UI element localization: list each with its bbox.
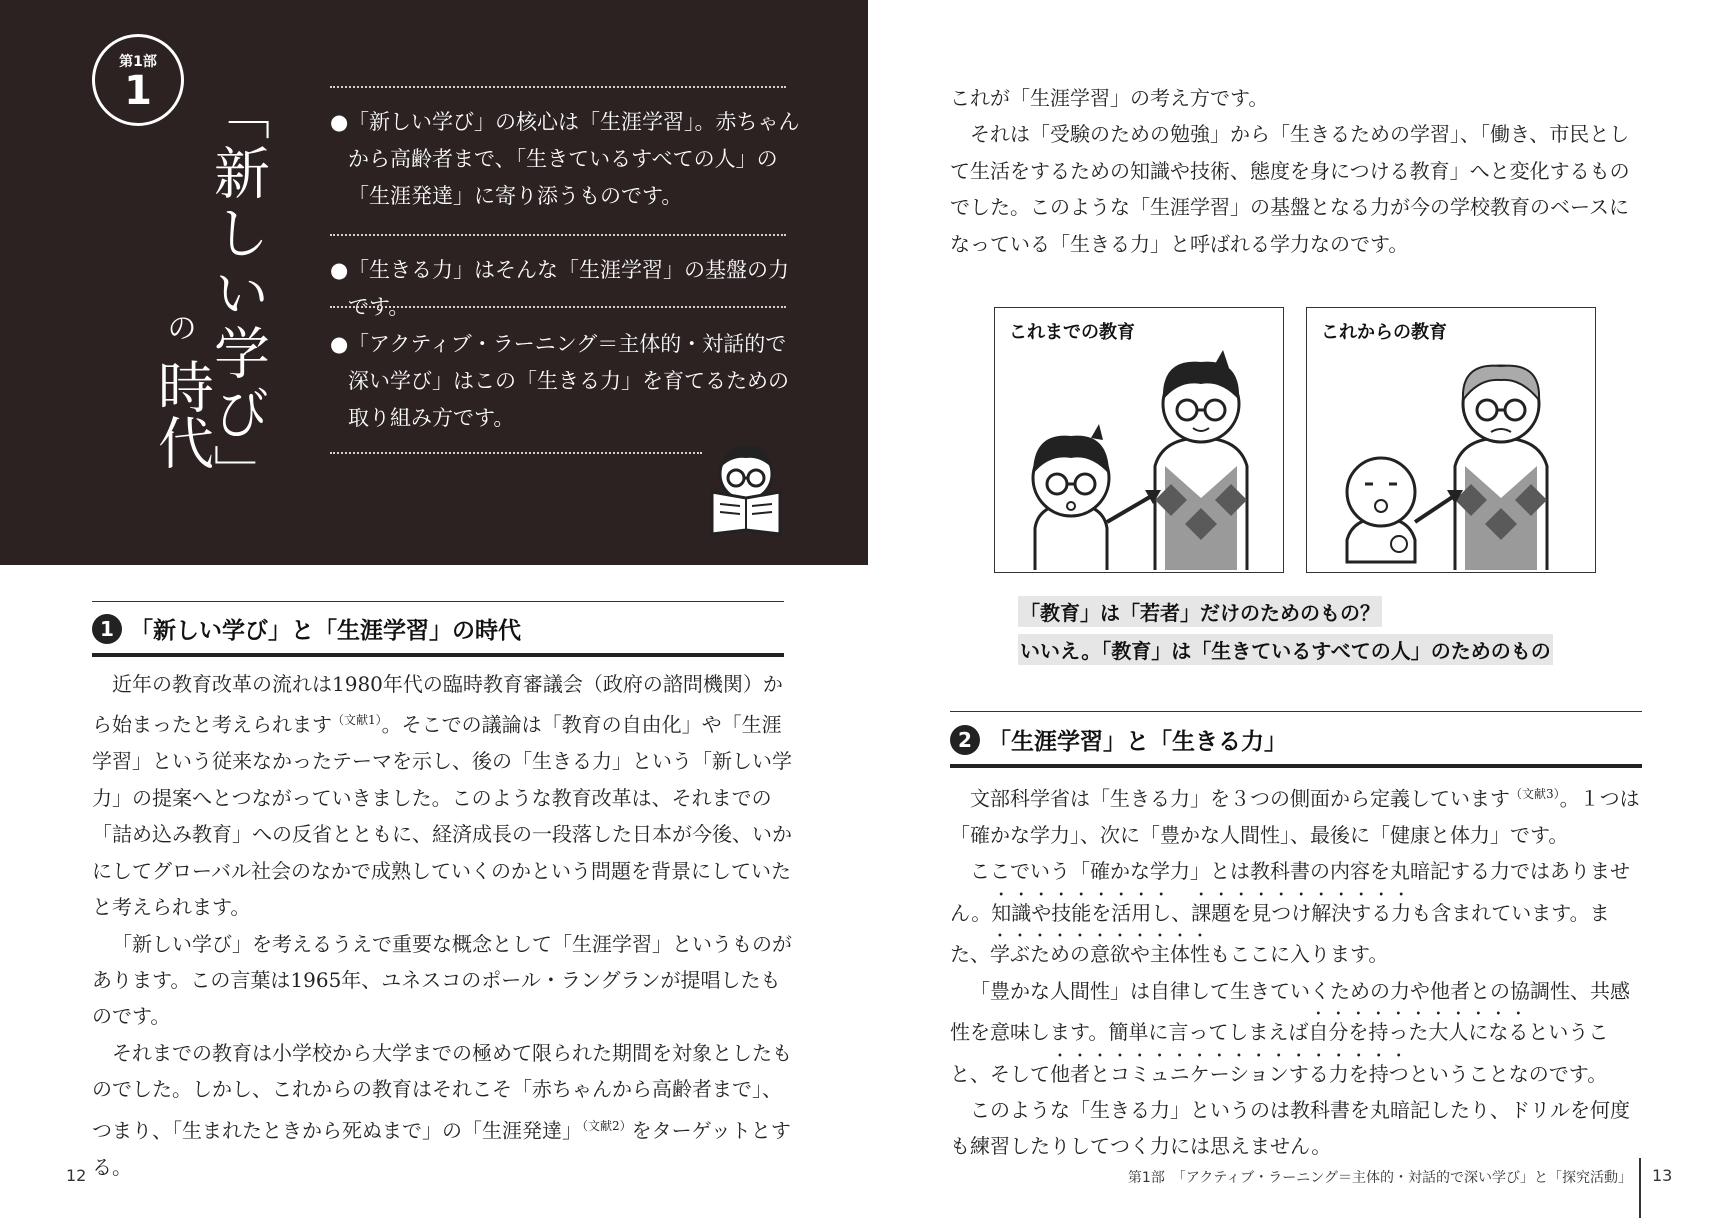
illustration-panel-future — [1306, 307, 1596, 573]
summary-bullet-2 — [330, 252, 800, 326]
body-paragraph: ここでいう「確かな学力」とは教科書の内容を丸暗記する力ではありません。知識や技能を活用し、課題を見つけ解決する力も含まれています。また、学ぶための意欲や主体性もここに入ります。 — [950, 859, 1630, 967]
page-number-left: 12 — [66, 1166, 87, 1185]
body-paragraph: それまでの教育は小学校から大学までの極めて限られた期間を対象としたものでした。しかし、これからの教育はそれこそ「赤ちゃんから高齢者まで」、つまり、「生まれたときから死ぬまで」の「生涯発達」$^{(文献2)}$をターゲットとする。 — [92, 1040, 792, 1179]
body-paragraph: 「新しい学び」を考えるうえで重要な概念として「生涯学習」というものがあります。この言葉は1965年、ユネスコのポール・ラングランが提唱したものです。 — [92, 931, 792, 1029]
part-title-particle: の — [161, 312, 196, 342]
section-2-body — [950, 776, 1646, 1165]
young-people-illustration — [995, 308, 1285, 574]
emphasized-text: 学ぶための意欲や主体性 — [990, 942, 1210, 967]
reference-mark: （文献1） — [332, 713, 382, 728]
illustration-panel-past — [994, 307, 1284, 573]
section-number-badge: 1 — [92, 614, 122, 644]
reading-character-icon — [700, 438, 792, 538]
running-head: 第1部 「アクティブ・ラーニング＝主体的・対話的で深い学び」と「探究活動」 — [1127, 1170, 1632, 1186]
section-2-heading — [950, 711, 1642, 768]
page-number-right: 13 — [1652, 1166, 1673, 1185]
emphasized-text: 知識や技能を活用し、課題を見つけ解決する力 — [991, 900, 1412, 925]
part-title-end: 時代 — [149, 358, 214, 470]
body-paragraph: これが「生涯学習」の考え方です。 — [950, 86, 1269, 110]
section-title: 「新しい学び」と「生涯学習」の時代 — [130, 618, 521, 644]
part-title-main: 「新しい学び」 — [205, 84, 270, 504]
bullet-icon: ● — [330, 332, 349, 356]
summary-bullet-1 — [330, 104, 800, 215]
illustration-caption-1: 「教育」は「若者」だけのためのもの？ — [1018, 596, 1382, 627]
reference-mark: （文献3） — [1510, 787, 1560, 801]
part-header-block — [0, 0, 868, 565]
panel-label: これからの教育 — [1321, 322, 1447, 343]
body-paragraph: それは「受験のための勉強」から「生きるための学習」、「働き、市民として生活をするための知識や技術、態度を身につける教育」へと変化するものでした。このような「生涯学習」の基盤となる力が今の学校教育のベースになっている「生きる力」と呼ばれる学力なのです。 — [950, 122, 1630, 256]
body-paragraph: 「豊かな人間性」は自律して生きていくための力や他者との協調性、共感性を意味します。簡単に言ってしまえば自分を持った大人になるということ、そして他者とコミュニケーションする力を持つということなのです。 — [950, 978, 1630, 1086]
bullet-icon: ● — [330, 258, 349, 282]
summary-bullet-text: 「新しい学び」の核心は「生涯学習」。赤ちゃんから高齢者まで、「生きているすべての人」の「生涯発達」に寄り添うものです。 — [348, 110, 800, 208]
body-paragraph: 文部科学省は「生きる力」を３つの側面から定義しています$^{(文献3)}$。１つは「確かな学力」、次に「豊かな人間性」、最後に「健康と体力」です。 — [950, 786, 1640, 848]
summary-bullet-text: 「生きる力」はそんな「生涯学習」の基盤の力です。 — [348, 258, 789, 319]
body-paragraph: このような「生きる力」というのは教科書を丸暗記したり、ドリルを何度も練習したりしてつく力には思えません。 — [950, 1097, 1630, 1159]
emphasized-text: 自分を持った大人になる — [1308, 1020, 1529, 1045]
summary-bullet-text: 「アクティブ・ラーニング＝主体的・対話的で深い学び」はこの「生きる力」を育てるための取り組み方です。 — [348, 332, 789, 430]
section-1-heading — [92, 601, 784, 657]
right-intro-body — [950, 80, 1646, 262]
summary-bullet-3 — [330, 326, 800, 437]
dotted-divider — [330, 234, 786, 236]
all-ages-illustration — [1307, 308, 1597, 574]
section-number-badge: 2 — [950, 725, 980, 755]
illustration-caption-2: いいえ。「教育」は「生きているすべての人」のためのもの — [1018, 634, 1553, 665]
section-1-body — [92, 666, 792, 1185]
dotted-divider — [330, 306, 786, 308]
body-paragraph: 近年の教育改革の流れは1980年代の臨時教育審議会（政府の諮問機関）から始まったと考えられます$^{(文献1)}$。そこでの議論は「教育の自由化」や「生涯学習」という従来なかったテーマを示し、後の「生きる力」という「新しい学力」の提案へとつながっていきました。このような教育改革は、それまでの「詰め込み教育」への反省とともに、経済成長の一段落した日本が今後、いかにしてグローバル社会のなかで成熟していくのかという問題を背景にしていたと考えられます。 — [92, 672, 792, 920]
panel-label: これまでの教育 — [1009, 322, 1135, 343]
part-number-badge — [92, 34, 184, 126]
part-number: 1 — [124, 68, 152, 114]
footer-divider — [1639, 1158, 1641, 1218]
part-label: 第1部 — [119, 54, 157, 70]
bullet-icon: ● — [330, 110, 349, 134]
emphasized-text: 他者とコミュニケーションする力を持つ — [1050, 1061, 1409, 1086]
reference-mark: （文献2） — [582, 1118, 632, 1133]
dotted-divider — [330, 86, 786, 88]
dotted-divider — [330, 452, 702, 454]
section-title: 「生涯学習」と「生きる力」 — [988, 729, 1287, 755]
